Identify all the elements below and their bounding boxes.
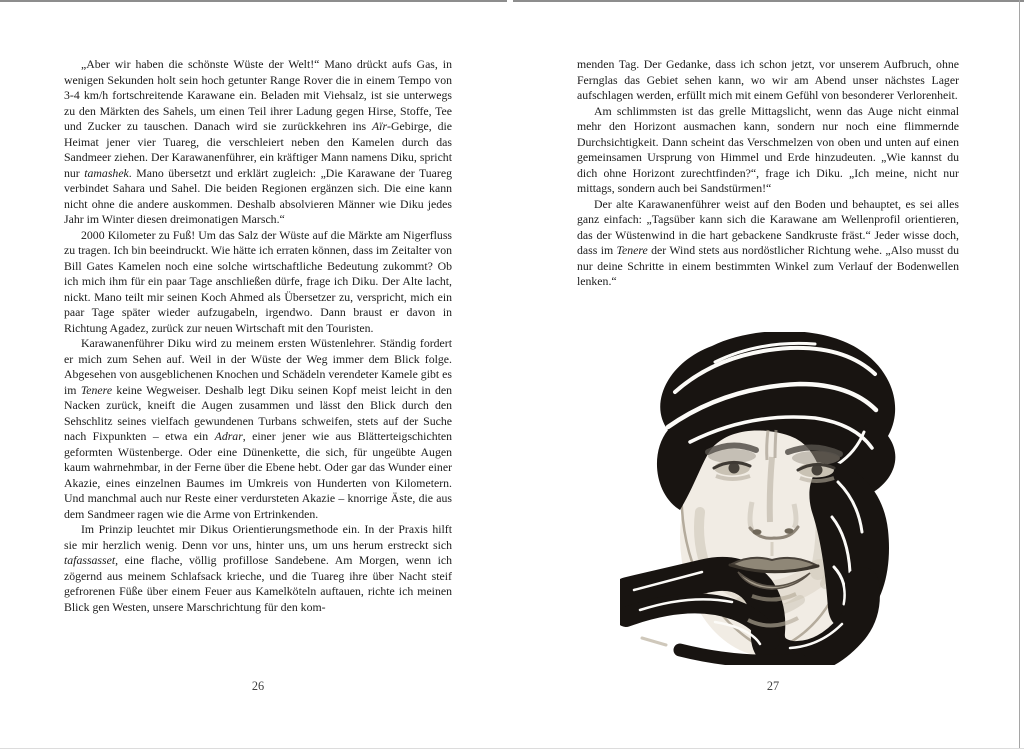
tuareg-portrait-illustration <box>620 332 905 665</box>
paragraph: Im Prinzip leuchtet mir Dikus Orientierungsmethode ein. In der Praxis hilft sie mir herzlich wenig. Denn vor uns, hinter uns, um uns herum erstreckt sich tafassasset, eine flache, völlig profillose Sandebene. Am Morgen, wenn ich zögernd aus meinem Schlafsack krieche, und die Tuareg ihre über Nacht steif gefrorenen Füße über einem Feuer aus Kamelköteln auftauen, richte ich meinen Blick gen Westen, unsere Marschrichtung für den kom- <box>64 522 452 614</box>
scan-edge-top <box>0 0 507 2</box>
page-26 <box>64 57 452 615</box>
scan-edge-right <box>1019 0 1021 749</box>
page-number-26: 26 <box>251 679 265 693</box>
page-number-27: 27 <box>766 679 780 693</box>
page-27 <box>577 57 959 290</box>
paragraph: Der alte Karawanenführer weist auf den Boden und behauptet, es sei alles ganz einfach: „Tagsüber kann sich die Karawane am Wellenprofil orientieren, das der Wüstenwind in die hart gebackene Sandkruste fräst.“ Jeder wisse doch, dass im Tenere der Wind stets aus nordöstlicher Richtung wehe. „Also musst du nur deine Schritte in einem bestimmten Winkel zum Verlauf der Bodenwellen lenken.“ <box>577 196 960 288</box>
paragraph: Am schlimmsten ist das grelle Mittagslicht, wenn das Auge nicht einmal mehr den Horizont ausmachen kann, sondern nur noch eine flimmernde Durchsichtigkeit. Dann scheint das Verschmelzen von oben und unten auf einen gemeinsamen Ursprung von Himmel und Erde hinzudeuten. „Wie kannst du dich ohne Horizont zurechtfinden?“, frage ich Diku. „Ich meine, nicht nur mittags, sondern auch bei Sandstürmen!“ <box>577 103 959 195</box>
paragraph: Karawanenführer Diku wird zu meinem ersten Wüstenlehrer. Ständig fordert er mich zum Sehen auf. Weil in der Wüste der Weg immer dem Blick folge. Abgesehen von ausgeblichenen Knochen und Schädeln verendeter Kamele gibt es im Tenere keine Wegweiser. Deshalb legt Diku seinen Kopf meist leicht in den Nacken zurück, kneift die Augen zusammen und lässt den Blick durch den Sehschlitz seines vielfach gewundenen Turbans schweifen, stets auf der Suche nach Fixpunkten – etwa ein Adrar, einer jener wie aus Blätterteigschichten geformten Wüstenberge. Oder eine Dünenkette, die sich, für ungeübte Augen kaum wahrnehmbar, in der Ferne über die Ebene hebt. Oder gar das Wunder einer Akazie, eines einzelnen Baumes im Umkreis von Hunderten von Kilometern. Und manchmal auch nur Reste einer verdursteten Akazie – knorrige Äste, die aus dem Sandmeer ragen wie die Arme von Ertrinkenden. <box>64 336 453 521</box>
paragraph: 2000 Kilometer zu Fuß! Um das Salz der Wüste auf die Märkte am Nigerfluss zu tragen. Ich bin beeindruckt. Wie hätte ich erraten können, dass im Zeitalter von Bill Gates Kamelen noch eine solche wirtschaftliche Bedeutung zukommt? Ob ich mich ihm für ein paar Tage anschließen dürfe, frage ich Diku. Der Alte lacht, nickt. Mano teilt mir seinen Koch Ahmed als Übersetzer zu, verspricht, mich ein paar Tage später wieder aufzugabeln, irgendwo. Dann braust er davon in Richtung Agadez, zurück zur neuen Wirtschaft mit den Touristen. <box>64 227 452 335</box>
paragraph: menden Tag. Der Gedanke, dass ich schon jetzt, vor unserem Aufbruch, ohne Fernglas das Gebiet sehen kann, wo wir am Abend unser nächstes Lager aufschlagen werden, erfüllt mich mit einem Gefühl von besonderer Verlorenheit. <box>577 57 959 102</box>
scan-edge-top <box>513 0 1024 2</box>
paragraph: „Aber wir haben die schönste Wüste der Welt!“ Mano drückt aufs Gas, in wenigen Sekunden holt sein hoch getunter Range Rover die in einem Tempo von 3-4 km/h fortschreitende Karawane ein. Beladen mit Viehsalz, ist sie unterwegs zu den Märkten des Sahels, um einen Teil ihrer Ladung gegen Hirse, Stoffe, Tee und Zucker zu tauschen. Danach wird sie zurückkehren ins Aïr-Gebirge, die Heimat jener vier Tuareg, die verschleiert neben den Kamelen durch das Sandmeer ziehen. Der Karawanenführer, ein kräftiger Mann namens Diku, spricht nur tamashek. Mano übersetzt und erklärt zugleich: „Die Karawane der Tuareg verbindet Sahara und Sahel. Die beiden Regionen ergänzen sich. Die eine kann nicht ohne die andere auskommen. Deshalb absolvieren Männer wie Diku jedes Jahr im Winter diesen dreimonatigen Marsch.“ <box>64 57 452 226</box>
